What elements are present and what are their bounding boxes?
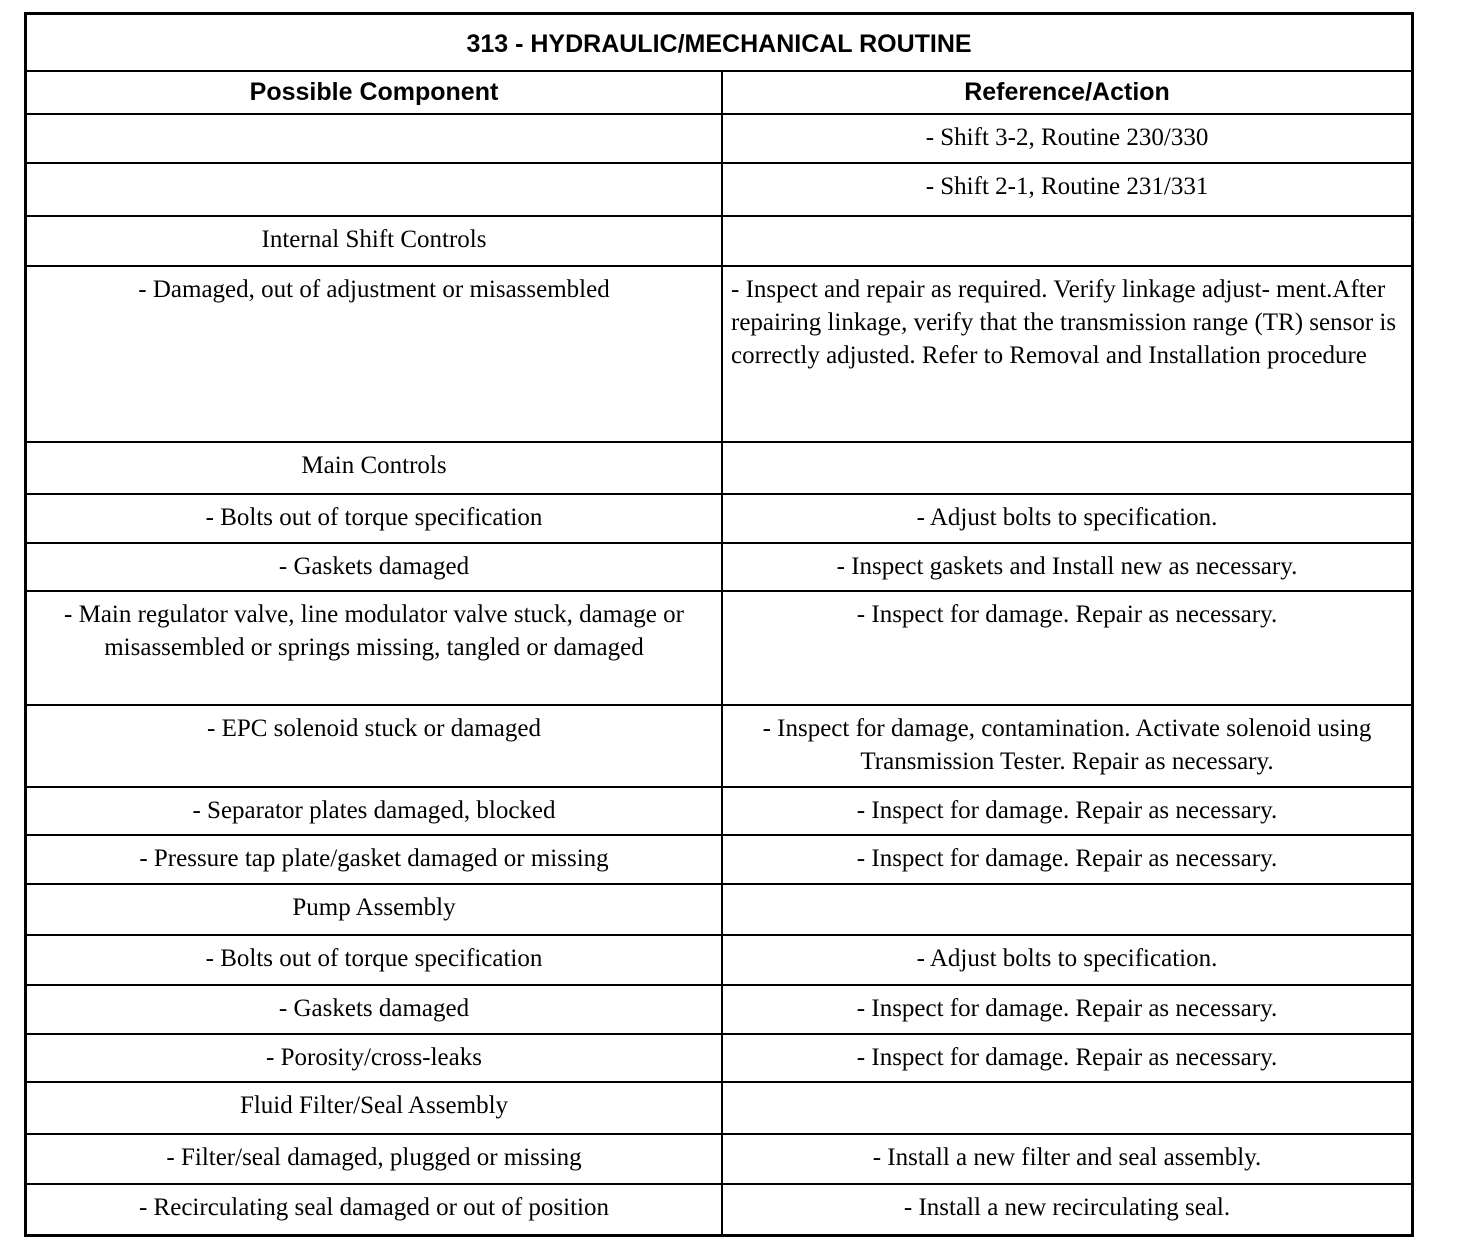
component-cell: - Bolts out of torque specification <box>27 494 722 543</box>
action-cell: - Inspect gaskets and Install new as necessary. <box>722 543 1411 591</box>
component-cell: - Pressure tap plate/gasket damaged or missing <box>27 835 722 884</box>
action-cell: - Inspect for damage. Repair as necessary. <box>722 591 1411 705</box>
table-row <box>27 1034 1411 1082</box>
table-row <box>27 705 1411 787</box>
component-cell: - Damaged, out of adjustment or misassembled <box>27 266 722 442</box>
action-cell: - Install a new recirculating seal. <box>722 1184 1411 1234</box>
table-row <box>27 591 1411 705</box>
component-cell: Pump Assembly <box>27 884 722 935</box>
table-row <box>27 1082 1411 1134</box>
action-cell: - Shift 3-2, Routine 230/330 <box>722 114 1411 163</box>
action-cell: - Inspect for damage. Repair as necessary. <box>722 1034 1411 1082</box>
header-row <box>27 71 1411 114</box>
table-row <box>27 1134 1411 1184</box>
table-row <box>27 835 1411 884</box>
component-cell: - Porosity/cross-leaks <box>27 1034 722 1082</box>
component-cell: - EPC solenoid stuck or damaged <box>27 705 722 787</box>
component-cell: Internal Shift Controls <box>27 216 722 266</box>
header-reference-action: Reference/Action <box>722 71 1411 114</box>
action-cell: - Inspect for damage. Repair as necessary. <box>722 787 1411 835</box>
title-row <box>27 15 1411 71</box>
table-row <box>27 266 1411 442</box>
component-cell <box>27 114 722 163</box>
action-cell: - Inspect and repair as required. Verify linkage adjust- ment.After repairing linkage, verify that the transmission range (TR) sensor is correctly adjusted. Refer to Removal and Installation procedure <box>722 266 1411 442</box>
routine-table-frame <box>24 12 1414 1237</box>
component-cell: Main Controls <box>27 442 722 494</box>
table-row <box>27 114 1411 163</box>
header-possible-component: Possible Component <box>27 71 722 114</box>
component-cell: Fluid Filter/Seal Assembly <box>27 1082 722 1134</box>
component-cell: - Gaskets damaged <box>27 543 722 591</box>
component-cell: - Bolts out of torque specification <box>27 935 722 985</box>
table-row <box>27 1184 1411 1234</box>
action-cell <box>722 216 1411 266</box>
table-row <box>27 985 1411 1034</box>
component-cell: - Recirculating seal damaged or out of position <box>27 1184 722 1234</box>
action-cell: - Install a new filter and seal assembly. <box>722 1134 1411 1184</box>
action-cell <box>722 1082 1411 1134</box>
component-cell: - Separator plates damaged, blocked <box>27 787 722 835</box>
action-cell: - Inspect for damage, contamination. Activate solenoid using Transmission Tester. Repair as necessary. <box>722 705 1411 787</box>
table-row <box>27 163 1411 216</box>
action-cell: - Adjust bolts to specification. <box>722 935 1411 985</box>
component-cell: - Filter/seal damaged, plugged or missing <box>27 1134 722 1184</box>
action-cell <box>722 442 1411 494</box>
action-cell <box>722 884 1411 935</box>
table-row <box>27 216 1411 266</box>
table-row <box>27 494 1411 543</box>
action-cell: - Shift 2-1, Routine 231/331 <box>722 163 1411 216</box>
component-cell: - Main regulator valve, line modulator valve stuck, damage or misassembled or springs missing, tangled or damaged <box>27 591 722 705</box>
table-row <box>27 543 1411 591</box>
component-cell: - Gaskets damaged <box>27 985 722 1034</box>
table-row <box>27 787 1411 835</box>
table-title: 313 - HYDRAULIC/MECHANICAL ROUTINE <box>27 15 1411 71</box>
routine-table <box>27 15 1411 1234</box>
action-cell: - Adjust bolts to specification. <box>722 494 1411 543</box>
action-cell: - Inspect for damage. Repair as necessary. <box>722 985 1411 1034</box>
table-row <box>27 935 1411 985</box>
component-cell <box>27 163 722 216</box>
action-cell: - Inspect for damage. Repair as necessary. <box>722 835 1411 884</box>
table-row <box>27 884 1411 935</box>
table-row <box>27 442 1411 494</box>
